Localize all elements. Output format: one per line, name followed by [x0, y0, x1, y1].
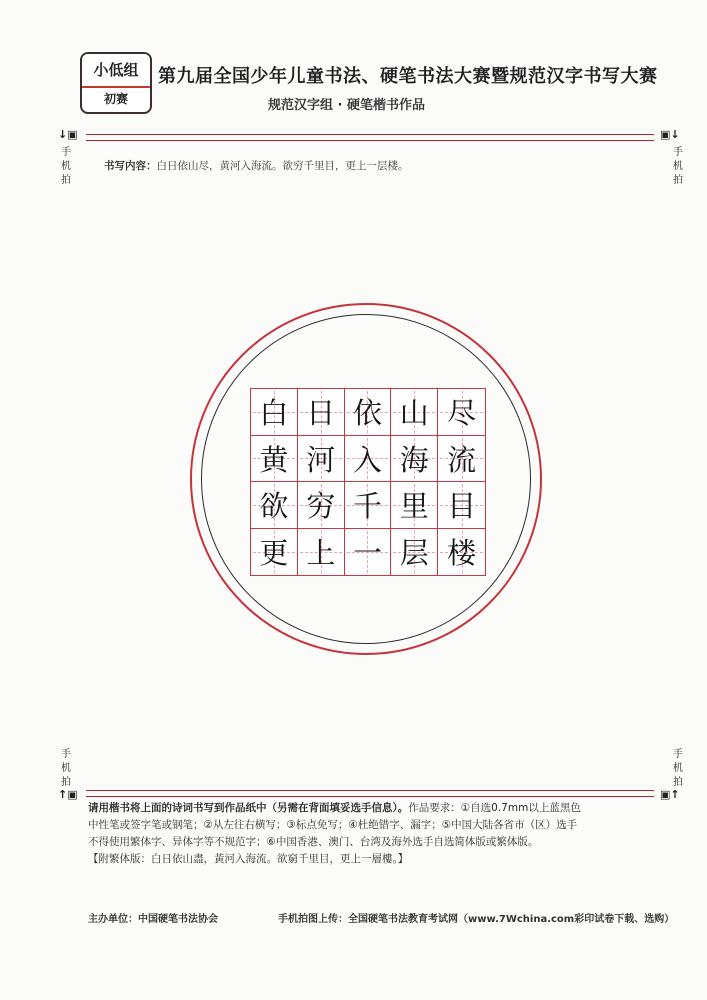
instructions-requirements-start: 作品要求：①自选0.7mm以上蓝黑色 — [408, 802, 581, 814]
grid-cell: 一 — [345, 529, 392, 576]
grid-cell: 白 — [251, 389, 298, 436]
writing-content-label: 书写内容： — [104, 160, 157, 172]
instructions-line-3: 不得使用繁体字、异体字等不规范字；⑥中国香港、澳门、台湾及海外选手自选简体版或繁体版。 — [88, 836, 539, 848]
grid-cell: 穷 — [298, 482, 345, 529]
page-subtitle: 规范汉字组 · 硬笔楷书作品 — [268, 98, 425, 113]
camera-hint-bottom-right: 手机拍 — [673, 749, 683, 788]
camera-mark-top-right-icon: ▣↓ — [660, 128, 680, 141]
calligraphy-grid — [250, 388, 486, 576]
grid-cell: 流 — [438, 436, 485, 483]
writing-content-text: 白日依山尽，黄河入海流。欲穷千里目，更上一层楼。 — [156, 160, 409, 172]
grid-cell: 欲 — [251, 482, 298, 529]
round-label: 初赛 — [103, 92, 128, 106]
grid-cell: 层 — [391, 529, 438, 576]
instructions-line-2: 中性笔或签字笔或钢笔；②从左往右横写；③标点免写；④杜绝错字、漏字；⑤中国大陆各省市（区）选手 — [88, 819, 578, 831]
instructions-block — [88, 800, 668, 868]
grid-cell: 海 — [391, 436, 438, 483]
grid-cell: 尽 — [438, 389, 485, 436]
instructions-lead: 请用楷书将上面的诗词书写到作品纸中（另需在背面填妥选手信息）。 — [88, 802, 409, 814]
grid-cell: 日 — [298, 389, 345, 436]
grid-cell: 里 — [391, 482, 438, 529]
grid-cell: 山 — [391, 389, 438, 436]
grid-cell: 上 — [298, 529, 345, 576]
top-double-rule — [86, 134, 654, 141]
grid-cell: 黄 — [251, 436, 298, 483]
grid-cell: 河 — [298, 436, 345, 483]
grid-cell: 目 — [438, 482, 485, 529]
page-title: 第九届全国少年儿童书法、硬笔书法大赛暨规范汉字书写大赛 — [158, 66, 658, 87]
writing-content — [104, 158, 409, 173]
camera-hint-bottom-left: 手机拍 — [61, 749, 71, 788]
grid-cell: 更 — [251, 529, 298, 576]
grid-cell: 入 — [345, 436, 392, 483]
group-badge — [80, 52, 152, 114]
instructions-traditional-version: 【附繁体版：白日依山盡，黃河入海流。欲窮千里目，更上一層樓。】 — [88, 853, 409, 865]
grid-cell: 千 — [345, 482, 392, 529]
camera-mark-bottom-left-icon: ↑▣ — [58, 788, 78, 801]
upload-info-text: 手机拍图上传：全国硬笔书法教育考试网（www.7Wchina.com彩印试卷下载、选购） — [278, 914, 675, 925]
bottom-double-rule — [86, 790, 654, 797]
camera-hint-top-left: 手机拍 — [61, 147, 71, 186]
group-label: 小低组 — [82, 54, 150, 88]
camera-mark-top-left-icon: ↓▣ — [58, 128, 78, 141]
organizer-text: 主办单位：中国硬笔书法协会 — [88, 914, 218, 925]
camera-mark-bottom-right-icon: ▣↑ — [660, 788, 680, 801]
grid-cell: 楼 — [438, 529, 485, 576]
grid-cell: 依 — [345, 389, 392, 436]
camera-hint-top-right: 手机拍 — [673, 147, 683, 186]
